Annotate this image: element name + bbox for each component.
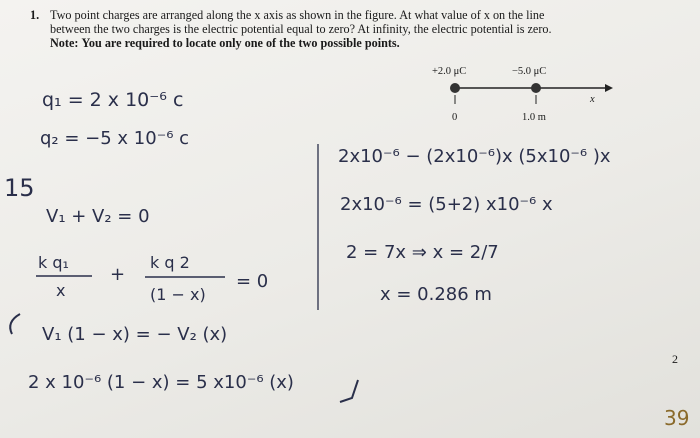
score-mark: 39 (664, 406, 690, 430)
distance-label: 1.0 m (522, 112, 546, 123)
hw-r4: x = 0.286 m (380, 284, 492, 305)
hw-v-sum: V₁ + V₂ = 0 (46, 206, 150, 227)
hw-sub-eq: 2 x 10⁻⁶ (1 − x) = 5 x10⁻⁶ (x) (28, 372, 294, 393)
charge2-label: −5.0 μC (512, 66, 547, 77)
axis-label: x (590, 94, 595, 105)
problem-number: 1. (30, 8, 40, 22)
hw-q1: q₁ = 2 x 10⁻⁶ c (42, 89, 184, 111)
hw-q2: q₂ = −5 x 10⁻⁶ c (40, 128, 190, 149)
hw-margin-15: 15 (4, 174, 35, 202)
hw-kq-den1: x (56, 281, 66, 300)
hw-plus: + (110, 264, 126, 285)
hw-r2: 2x10⁻⁶ = (5+2) x10⁻⁶ x (340, 194, 553, 215)
hw-check-mark (340, 380, 358, 402)
hw-r3: 2 = 7x ⇒ x = 2/7 (346, 242, 499, 263)
hw-kq-den2: (1 − x) (150, 285, 206, 304)
page-number: 2 (672, 352, 678, 366)
hw-eq-zero: = 0 (236, 271, 269, 292)
hw-kq-num1: k q₁ (38, 253, 69, 272)
hw-bracket-mark (10, 314, 20, 334)
hw-v-eq: V₁ (1 − x) = − V₂ (x) (42, 324, 228, 345)
hw-r1: 2x10⁻⁶ − (2x10⁻⁶)x (5x10⁻⁶ )x (338, 146, 611, 167)
problem-text-line1: Two point charges are arranged along the x axis as shown in the figure. At what value of x on the line (50, 8, 545, 22)
hw-kq-num2: k q 2 (150, 253, 190, 272)
note-label: Note: (50, 36, 79, 50)
problem-text-line2: between the two charges is the electric potential equal to zero? At infinity, the electric potential is zero. (50, 22, 552, 36)
charge1-label: +2.0 μC (432, 66, 467, 77)
note-text: You are required to locate only one of the two possible points. (81, 36, 400, 50)
origin-label: 0 (452, 112, 458, 123)
